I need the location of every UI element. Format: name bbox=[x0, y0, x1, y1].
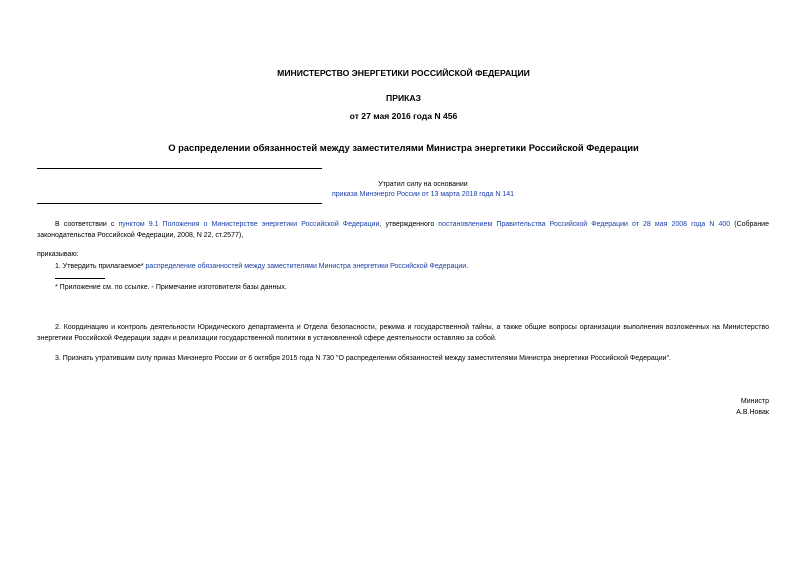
paragraph-text: 1. Утвердить прилагаемое* bbox=[55, 263, 146, 270]
link-distribution-annex[interactable]: распределение обязанностей между заместителями Министра энергетики Российской Федерации bbox=[145, 263, 467, 270]
link-government-decree[interactable]: постановлением Правительства Российской Федерации от 28 мая 2008 года N 400 bbox=[438, 221, 731, 228]
paragraph-order: приказываю: bbox=[37, 251, 79, 258]
document-title: О распределении обязанностей между заместителями Министра энергетики Российской Федерации bbox=[168, 142, 639, 153]
footnote: * Приложение см. по ссылке. - Примечание изготовителя базы данных. bbox=[55, 284, 287, 291]
divider-bottom bbox=[37, 203, 322, 204]
document-date-number: от 27 мая 2016 года N 456 bbox=[349, 111, 458, 121]
paragraph-basis bbox=[37, 220, 769, 241]
paragraph-text: . bbox=[466, 263, 469, 270]
paragraph-item-3: 3. Признать утратившим силу приказ Минэнерго России от 6 октября 2015 года N 730 "О распределении обязанностей между заместителями Министра энергетики Российской Федерации". bbox=[55, 355, 672, 362]
signature-block bbox=[736, 396, 769, 418]
status-line: Утратил силу на основании bbox=[378, 181, 468, 188]
paragraph-text: , утвержденного bbox=[379, 221, 439, 228]
paragraph-item-1 bbox=[55, 262, 769, 273]
signature-name: А.В.Новак bbox=[736, 409, 769, 416]
document-type: ПРИКАЗ bbox=[386, 93, 421, 103]
divider-top bbox=[37, 168, 322, 169]
paragraph-item-2: 2. Координацию и контроль деятельности Юридического департамента и Отдела безопасности, режима и государственной тайны, а также общие вопросы организации выполнения возложенных на Министерство энергетики Российской Федерации задач и реализации государственной политики в установленной сфере деятельности оставляю за собой. bbox=[37, 324, 769, 342]
footnote-divider bbox=[55, 278, 105, 279]
link-regulation-clause[interactable]: пунктом 9.1 Положения о Министерстве энергетики Российской Федерации bbox=[118, 221, 380, 228]
ministry-heading: МИНИСТЕРСТВО ЭНЕРГЕТИКИ РОССИЙСКОЙ ФЕДЕРАЦИИ bbox=[277, 68, 530, 78]
paragraph-text: (Собрание законодательства Российской Федерации, 2008, N 22, ст.2577), bbox=[37, 221, 769, 239]
status-note bbox=[37, 180, 807, 200]
paragraph-text: В соответствии с bbox=[55, 221, 119, 228]
status-link[interactable]: приказа Минэнерго России от 13 марта 2018 года N 141 bbox=[331, 191, 515, 198]
signature-position: Министр bbox=[740, 398, 769, 405]
